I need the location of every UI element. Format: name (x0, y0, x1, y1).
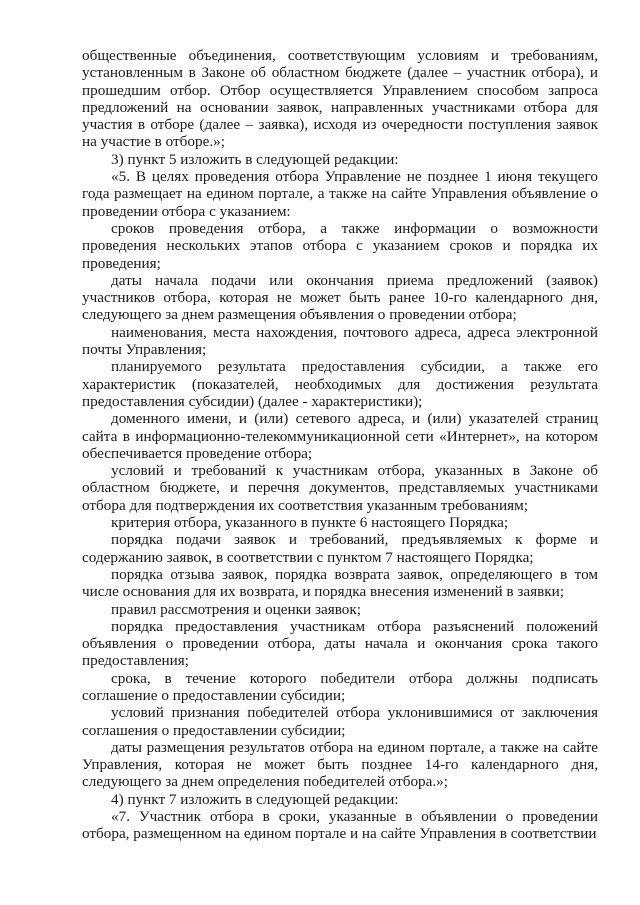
paragraph-list-item: даты начала подачи или окончания приема предложений (заявок) участников отбора, которая не может быть ранее 10-го календарного дня, следующего за днем размещения объявления о проведении отбора; (82, 271, 598, 324)
paragraph-continuation: общественные объединения, соответствующим условиям и требованиям, установленным в Законе об областном бюджете (далее – участник отбора), и прошедшим отбор. Отбор осуществляется Управлением способом запроса предложений на основании заявок, направленных участниками отбора для участия в отборе (далее – заявка), исходя из очередности поступления заявок на участие в отборе.»; (82, 47, 598, 151)
paragraph-list-item: порядка предоставления участникам отбора разъяснений положений объявления о проведении отбора, даты начала и окончания срока такого предоставления; (82, 617, 598, 670)
paragraph-list-item: условий и требований к участникам отбора, указанных в Законе об областном бюджете, и перечня документов, представляемых участниками отбора для подтверждения их соответствия указанным требованиям; (82, 462, 598, 514)
paragraph-clause-5: «5. В целях проведения отбора Управление не позднее 1 июня текущего года размещает на едином портале, а также на сайте Управления объявление о проведении отбора с указанием: (82, 168, 598, 220)
paragraph-list-item: порядка отзыва заявок, порядка возврата заявок, определяющего в том числе основания для их возврата, и порядка внесения изменений в заявки; (82, 565, 598, 601)
paragraph-list-item: условий признания победителей отбора уклонившимися от заключения соглашения о предоставлении субсидии; (82, 704, 598, 739)
paragraph-list-item: порядка подачи заявок и требований, предъявляемых к форме и содержанию заявок, в соответствии с пунктом 7 настоящего Порядка; (82, 531, 598, 566)
paragraph-list-item: сроков проведения отбора, а также информации о возможности проведения нескольких этапов отбора с указанием сроков и порядка их проведения; (82, 219, 598, 272)
paragraph-item-3-header: 3) пункт 5 изложить в следующей редакции: (111, 150, 399, 168)
paragraph-list-item: срока, в течение которого победители отбора должны подписать соглашение о предоставлении субсидии; (82, 669, 598, 704)
paragraph-item-4-header: 4) пункт 7 изложить в следующей редакции: (111, 790, 399, 808)
paragraph-list-item: критерия отбора, указанного в пункте 6 настоящего Порядка; (111, 514, 509, 532)
document-page (82, 47, 598, 843)
paragraph-list-item: даты размещения результатов отбора на едином портале, а также на сайте Управления, которая не может быть позднее 14-го календарного дня, следующего за днем определения победителей отбора.»; (82, 738, 598, 791)
paragraph-list-item: правил рассмотрения и оценки заявок; (111, 600, 361, 618)
paragraph-clause-7: «7. Участник отбора в сроки, указанные в объявлении о проведении отбора, размещенном на едином портале и на сайте Управления в соответствии (82, 808, 598, 843)
paragraph-list-item: планируемого результата предоставления субсидии, а также его характеристик (показателей, необходимых для достижения результата предоставления субсидии) (далее - характеристики); (82, 358, 598, 410)
paragraph-list-item: наименования, места нахождения, почтового адреса, адреса электронной почты Управления; (82, 323, 598, 359)
paragraph-list-item: доменного имени, и (или) сетевого адреса, и (или) указателей страниц сайта в информационно-телекоммуникационной сети «Интернет», на котором обеспечивается проведение отбора; (82, 410, 598, 462)
